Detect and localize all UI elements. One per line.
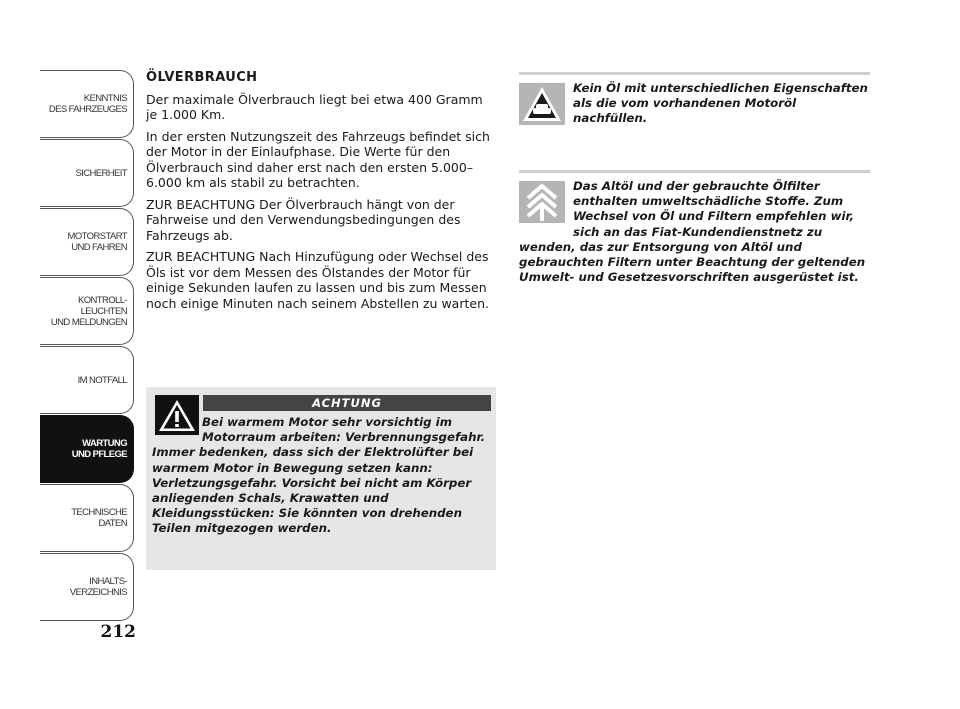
paragraph: Der maximale Ölverbrauch liegt bei etwa 400 Gramm je 1.000 Km. <box>146 91 483 122</box>
note-divider <box>519 170 870 173</box>
tab-sicherheit[interactable]: SICHERHEIT <box>40 139 134 207</box>
warning-header: ACHTUNG <box>203 395 491 411</box>
note-environment: Das Altöl und der gebrauchte Ölfilter enthalten umweltschädliche Stoffe. Zum Wechsel von Öl und Filtern empfehlen wir, sich an das Fiat-Kundendienstnetz zu wenden, das zur Entsorgung von Altöl und gebrauchten Filtern unter Beachtung der geltenden Umwelt- und Gesetzesvorschriften ausgerüstet ist. <box>519 179 866 285</box>
section-tabs <box>40 70 134 622</box>
note-oil-caution: Kein Öl mit unterschiedlichen Eigenschaften als die vom vorhandenen Motoröl nachfüllen. <box>519 81 870 127</box>
warning-box <box>146 387 496 570</box>
main-text <box>146 70 491 317</box>
tab-motorstart[interactable]: MOTORSTART UND FAHREN <box>40 208 134 276</box>
warning-text: Bei warmem Motor sehr vorsichtig im Motorraum arbeiten: Verbrennungsgefahr. Immer bedenken, dass sich der Elektrolüfter bei warmem Motor in Bewegung setzen kann: Verletzungsgefahr. Vorsicht bei nicht am Körper anliegenden Schals, Krawatten und Kleidungsstücken: Sie könnten von drehenden Teilen mitgezogen werden. <box>152 415 486 536</box>
tab-wartung-und-pflege[interactable]: WARTUNG UND PFLEGE <box>40 415 134 483</box>
tab-kontrollleuchten[interactable]: KONTROLL- LEUCHTEN UND MELDUNGEN <box>40 277 134 345</box>
paragraph: ZUR BEACHTUNG Der Ölverbrauch hängt von der Fahrweise und den Verwendungsbedingungen des Fahrzeugs ab. <box>146 196 461 243</box>
note-divider <box>519 72 870 75</box>
page-number: 212 <box>100 622 136 642</box>
tab-kenntnis[interactable]: KENNTNIS DES FAHRZEUGES <box>40 70 134 138</box>
paragraph: ZUR BEACHTUNG Nach Hinzufügung oder Wechsel des Öls ist vor dem Messen des Ölstandes der Motor für einige Sekunden laufen zu lassen und bis zum Messen noch einige Minuten nach seinem Abstellen zu warten. <box>146 249 489 311</box>
tab-technische-daten[interactable]: TECHNISCHE DATEN <box>40 484 134 552</box>
paragraph: In der ersten Nutzungszeit des Fahrzeugs befindet sich der Motor in der Einlaufphase. Die Werte für den Ölverbrauch sind daher erst nach den ersten 5.000–6.000 km als stabil zu betrachten. <box>146 128 490 190</box>
environment-tree-icon <box>519 181 565 223</box>
car-oil-caution-icon <box>519 83 565 125</box>
tab-im-notfall[interactable]: IM NOTFALL <box>40 346 134 414</box>
tab-inhaltsverzeichnis[interactable]: INHALTS- VERZEICHNIS <box>40 553 134 621</box>
section-heading: ÖLVERBRAUCH <box>146 70 258 85</box>
